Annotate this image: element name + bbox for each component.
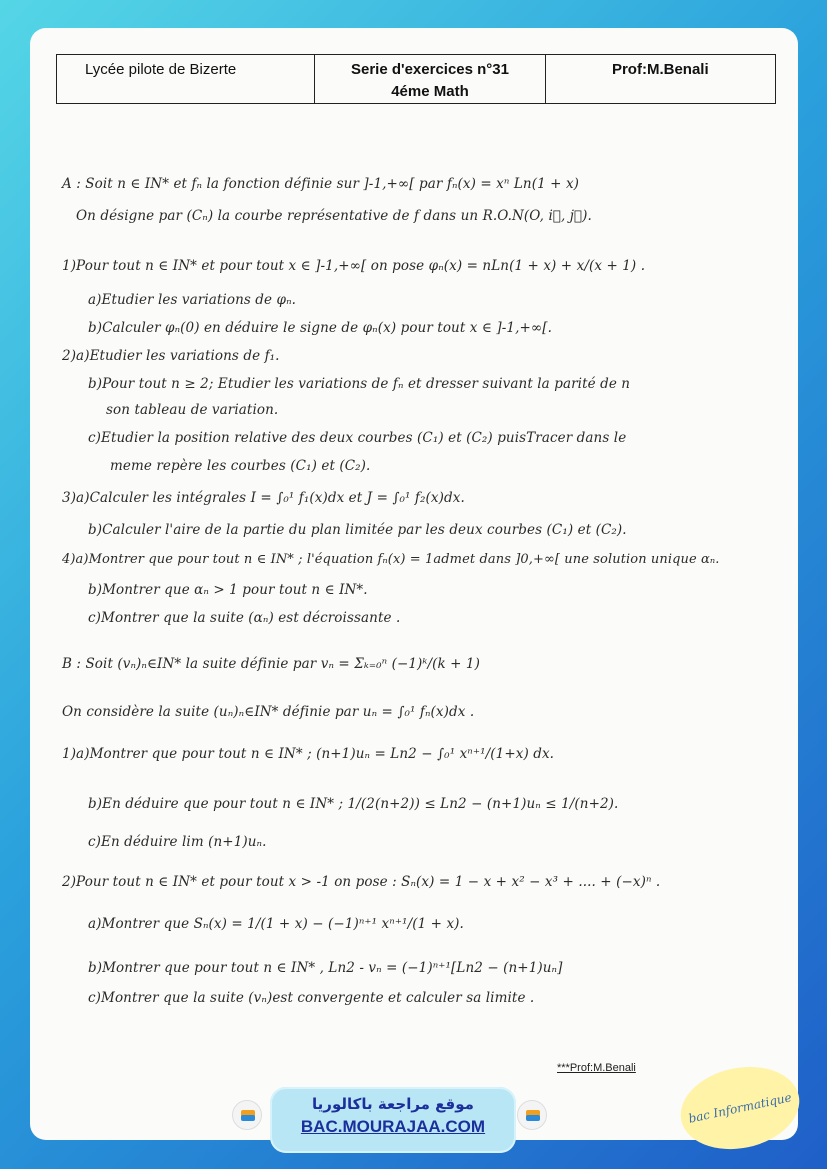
exercise-line: meme repère les courbes (C₁) et (C₂). xyxy=(110,458,371,474)
exercise-line: b)Calculer φₙ(0) en déduire le signe de φₙ(x) pour tout x ∈ ]-1,+∞[. xyxy=(88,320,552,336)
exercise-line: 1)Pour tout n ∈ IN* et pour tout x ∈ ]-1,+∞[ on pose φₙ(x) = nLn(1 + x) + x/(x + 1) . xyxy=(62,258,646,274)
bac-informatique-badge: bac Informatique xyxy=(673,1056,807,1159)
site-banner[interactable] xyxy=(270,1087,516,1153)
exercise-line: b)Calculer l'aire de la partie du plan limitée par les deux courbes (C₁) et (C₂). xyxy=(88,522,627,538)
banner-site-link[interactable]: BAC.MOURAJAA.COM xyxy=(300,1117,486,1136)
exercise-line: b)Pour tout n ≥ 2; Etudier les variations de fₙ et dresser suivant la parité de n xyxy=(88,376,631,392)
exercise-line: c)En déduire lim (n+1)uₙ. xyxy=(88,834,267,850)
exercise-line: b)Montrer que pour tout n ∈ IN* , Ln2 - vₙ = (−1)ⁿ⁺¹[Ln2 − (n+1)uₙ] xyxy=(88,960,563,976)
exercise-line: 2)a)Etudier les variations de f₁. xyxy=(62,348,280,364)
exercise-line: b)Montrer que αₙ > 1 pour tout n ∈ IN*. xyxy=(88,582,368,598)
exercise-line: a)Montrer que Sₙ(x) = 1/(1 + x) − (−1)ⁿ⁺¹ xⁿ⁺¹/(1 + x). xyxy=(88,916,464,932)
professor-name: Prof:M.Benali xyxy=(611,61,709,78)
exercise-line: On considère la suite (uₙ)ₙ∈IN* définie par uₙ = ∫₀¹ fₙ(x)dx . xyxy=(62,704,475,720)
exercise-line: b)En déduire que pour tout n ∈ IN* ; 1/(2(n+2)) ≤ Ln2 − (n+1)uₙ ≤ 1/(n+2). xyxy=(88,796,619,812)
series-class: 4éme Math xyxy=(391,83,469,100)
school-name: Lycée pilote de Bizerte xyxy=(57,55,315,103)
exercise-line: 2)Pour tout n ∈ IN* et pour tout x > -1 on pose : Sₙ(x) = 1 − x + x² − x³ + .... + (−x)ⁿ . xyxy=(62,874,661,890)
book-logo-icon xyxy=(232,1100,262,1130)
exercise-line: c)Montrer que la suite (αₙ) est décroissante . xyxy=(88,610,401,626)
exercise-line: 3)a)Calculer les intégrales I = ∫₀¹ f₁(x)dx et J = ∫₀¹ f₂(x)dx. xyxy=(62,490,465,506)
exercise-line: On désigne par (Cₙ) la courbe représentative de f dans un R.O.N(O, i⃗, j⃗). xyxy=(76,208,592,224)
exercise-line: a)Etudier les variations de φₙ. xyxy=(88,292,297,308)
exercise-line: 4)a)Montrer que pour tout n ∈ IN* ; l'équation fₙ(x) = 1admet dans ]0,+∞[ une solution unique αₙ. xyxy=(62,552,720,567)
exercise-line: B : Soit (vₙ)ₙ∈IN* la suite définie par vₙ = Σₖ₌₀ⁿ (−1)ᵏ/(k + 1) xyxy=(62,656,480,672)
exercise-line: A : Soit n ∈ IN* et fₙ la fonction définie sur ]-1,+∞[ par fₙ(x) = xⁿ Ln(1 + x) xyxy=(62,176,580,192)
document-header xyxy=(56,54,776,104)
series-number: Serie d'exercices n°31 xyxy=(350,61,509,78)
series-title xyxy=(315,55,545,103)
book-logo-icon xyxy=(517,1100,547,1130)
exercise-line: son tableau de variation. xyxy=(106,402,279,418)
banner-arabic-text: موقع مراجعة باكالوريا xyxy=(312,1095,474,1113)
exercise-line: c)Etudier la position relative des deux courbes (C₁) et (C₂) puisTracer dans le xyxy=(88,430,627,446)
footer-credit: ***Prof:M.Benali xyxy=(557,1062,636,1074)
exercise-line: c)Montrer que la suite (vₙ)est convergente et calculer sa limite . xyxy=(88,990,535,1006)
exercise-line: 1)a)Montrer que pour tout n ∈ IN* ; (n+1)uₙ = Ln2 − ∫₀¹ xⁿ⁺¹/(1+x) dx. xyxy=(62,746,555,762)
